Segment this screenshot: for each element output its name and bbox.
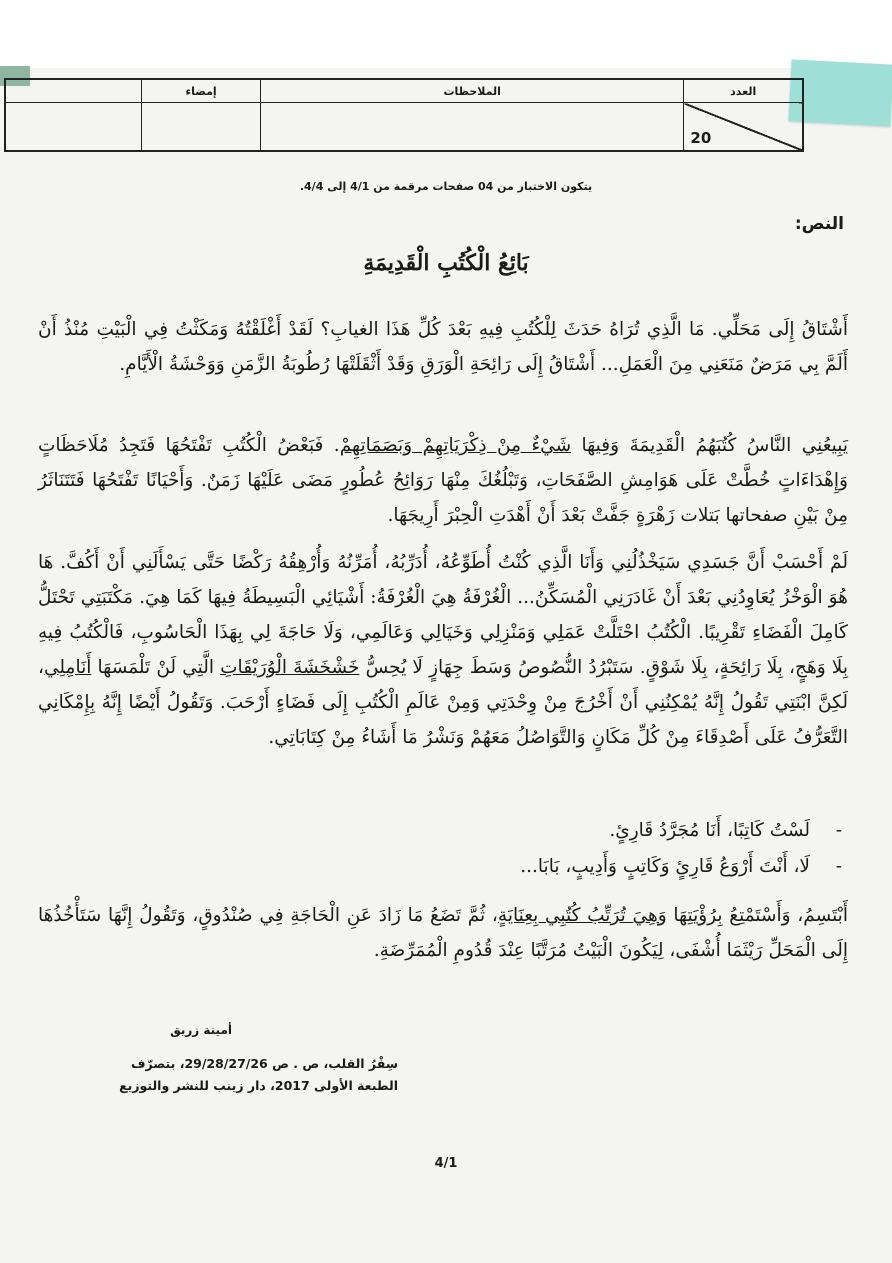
paragraph-4 [38,898,848,968]
dialog-text: لَسْتُ كَاتِبًا، أَنَا مُجَرَّدُ قَارِئٍ. [609,820,810,841]
paragraph-3-text-b: الَّتِي لَنْ تَلْمَسَهَا [91,657,221,678]
page-number: 4/1 [434,1156,458,1171]
extra-cell [5,103,142,152]
author-name: أمينة زريق [170,1023,232,1037]
underlined-phrase: وَهِيَ تُرَتِّبُ كُتُبِي بِعِنَايَةٍ [497,905,667,926]
sign-cell [142,103,261,152]
grading-table [4,78,804,152]
paragraph-3-text-c: ، لَكِنَّ ابْنَتِي تَقُولُ إِنَّهُ يُمْكِنُنِي أَنْ أَخْرُجَ مِنْ وِحْدَتِي وَمِنْ عَالَمِ الْكُتُبِ إِلَى فَضَاءٍ أَرْحَبَ. وَتَقُولُ أَيْضًا إِنَّهُ بِإِمْكَانِي التَّعَرُّفُ عَلَى أَصْدِقَاءَ مِنْ كُلِّ مَكَانٍ وَالتَّوَاصُلُ مَعَهُمْ وَنَشْرُ مَا أَشَاءُ مِنْ كِتَابَاتِي. [38,657,848,748]
paragraph-2-text-a: يَبِيعُنِي النَّاسُ كُتُبَهُمُ الْقَدِيمَةَ وَفِيهَا [571,435,848,456]
paragraph-1 [38,312,848,382]
dialog-line-1 [142,814,842,848]
source-line-2: الطبعة الأولى 2017، دار زينب للنشر والتوزيع [119,1078,398,1093]
scan-top-margin [0,0,892,68]
dialog-line-2 [142,850,842,884]
paragraph-4-text-b: ، ثُمَّ تَضَعُ مَا زَادَ عَنِ الْحَاجَةِ فِي صُنْدُوقٍ، وَتَقُولُ إِنَّهَا سَتَأْخُذُهَا إِلَى الْمَحَلِّ رَيْثَمَا أُشْفَى، لِيَكُونَ الْبَيْتُ مُرَتَّبًا عِنْدَ قُدُومِ الْمُمَرِّضَةِ. [38,905,848,961]
paragraph-2-text-b: . فَبَعْضُ الْكُتُبِ تَفْتَحُهَا فَتَجِدُ مُلَاحَظَاتٍ وَإِهْدَاءَاتٍ خُطَّتْ عَلَى هَوَامِشِ الصَّفَحَاتِ، وَتَبْلُغُكَ مِنْهَا رَوَائِحُ عُطُورٍ مَضَى عَلَيْهَا زَمَنٌ. وَأَحْيَانًا تَفْتَحُهَا فَتَتَنَاثَرُ مِنْ بَيْنِ صفحاتها بَتلات زَهْرَةٍ جَفَّتْ بَعْدَ أَنْ أَهْدَتِ الْحِبْرَ أَرِيجَهَا. [38,435,848,526]
underlined-phrase: شَيْءٌ مِنْ ذِكْرَيَاتِهِمْ وَبَصَمَاتِهِمْ [339,435,572,456]
score-cell [684,103,803,152]
dialog-dash: - [835,856,842,877]
paragraph-1-text: أَشْتَاقُ إِلَى مَحَلِّي. مَا الَّذِي تُرَاهُ حَدَثَ لِلْكُتُبِ فِيهِ بَعْدَ كُلِّ هَذَا الغيابِ؟ لَقَدْ أَغْلَقْتُهُ وَمَكَثْتُ فِي الْبَيْتِ مُنْذُ أَنْ أَلَمَّ بِي مَرَضٌ مَنَعَنِي مِنَ الْعَمَلِ... أَشْتَاقُ إِلَى رَائِحَةِ الْوَرَقِ وَقَدْ أَثْقَلَتْهَا رُطُوبَةُ الزَّمَنِ وَوَحْشَةُ الْأَيَّامِ. [38,319,848,375]
source-line-1: سِفْرُ القلب، ص . ص 29/28/27/26، بتصرّف [130,1056,398,1071]
paragraph-3 [38,545,848,755]
notes-header: الملاحظات [261,79,684,103]
sign-header: إمضاء [142,79,261,103]
paragraph-4-text-a: أَبْتَسِمُ، وَأَسْتَمْتِعُ بِرُؤْيَتِهَا [666,905,848,926]
dialog-text: لَا، أَنْتَ أَرْوَعُ قَارِئٍ وَكَاتِبٍ وَأَدِيبٍ، بَابَا... [520,856,810,877]
underlined-word: خَشْخَشَةَ الْوُرَيْقَاتِ [220,657,360,678]
notes-cell [261,103,684,152]
text-title: بَائِعُ الْكُتُبِ الْقَدِيمَةِ [363,250,529,276]
score-total: 20 [690,128,712,147]
count-header: العدد [684,79,803,103]
section-label: النص: [794,214,844,234]
underlined-word: أَنَامِلِي [43,657,92,678]
paragraph-2 [38,428,848,533]
extra-header [5,79,142,103]
paragraph-3-text-a: لَمْ أَحْسَبْ أَنَّ جَسَدِي سَيَخْذُلُنِي وَأَنَا الَّذِي كُنْتُ أُطَوِّعُهُ، أُدَرِّبُهُ، أُمَرِّنُهُ وَأُرْهِقُهُ رَكْضًا حَتَّى يَسْأَلَنِي أَنْ أَكُفَّ. هَا هُوَ الْوَخْزُ يُعَاوِدُنِي بَعْدَ أَنْ غَادَرَنِي الْمُسَكِّنُ... الْغُرْفَةُ هِيَ الْغُرْفَةُ: أَشْيَائِي الْبَسِيطَةُ فِيهَا كَمَا هِيَ. مَكْتَبَتِي تَحْتَلُّ كَامِلَ الْفَضَاءِ تَقْرِيبًا. الْكُتُبُ احْتَلَّتْ عَمَلِي وَمَنْزِلِي وَخَيَالِي وَعَالَمِي، وَلَا حَاجَةَ لِي بِهَذَا الْحَاسُوبِ، فَالْكُتُبُ فِيهِ بِلَا وَهَجٍ، بِلَا رَائِحَةٍ، بِلَا شَوْقٍ. سَتَبْرُدُ النُّصُوصُ وَسَطَ جِهَازٍ لَا يُحِسُّ [38,552,848,678]
dialog-dash: - [835,820,842,841]
exam-notice: يتكون الاختبار من 04 صفحات مرقمة من 4/1 إلى 4/4. [299,180,593,193]
